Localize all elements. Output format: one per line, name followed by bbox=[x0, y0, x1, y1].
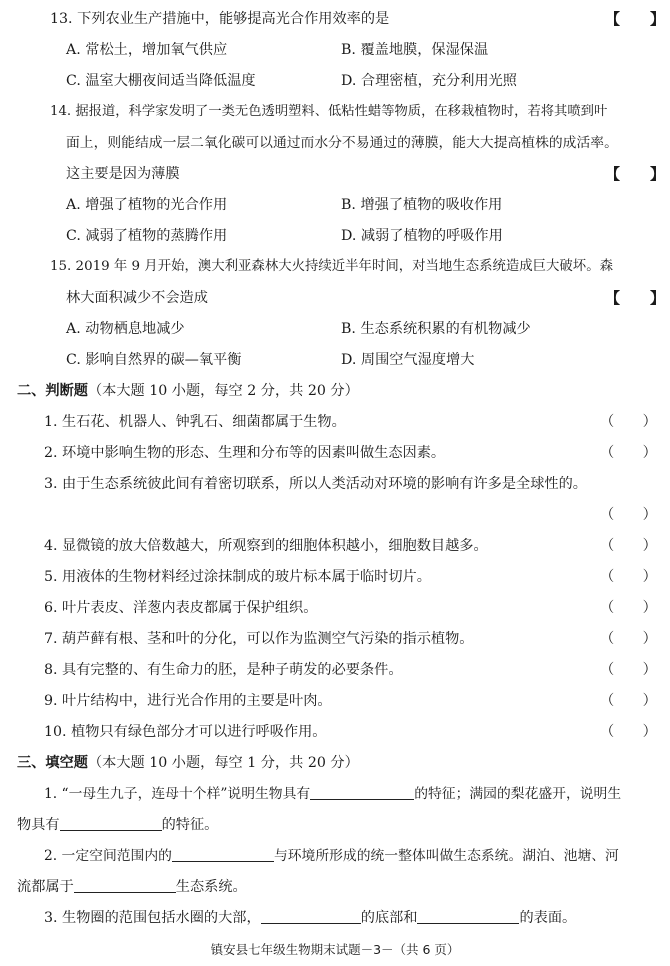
q15-stem-line1: 15. 2019 年 9 月开始，澳大利亚森林大火持续近半年时间，对当地生态系统造成巨大破坏。森 bbox=[50, 259, 613, 274]
fill-section-header bbox=[17, 753, 359, 773]
fill-q1-blank-2[interactable] bbox=[60, 816, 162, 831]
fill-q1-blank-1[interactable] bbox=[310, 785, 414, 800]
q13-option-c: C. 温室大棚夜间适当降低温度 bbox=[66, 73, 256, 89]
q13-option-a: A. 常松土，增加氧气供应 bbox=[66, 42, 228, 58]
q14-stem-line1: 14. 据报道，科学家发明了一类无色透明塑料、低粘性蜡等物质，在移栽植物时，若将其喷到叶 bbox=[50, 104, 608, 119]
fill-q2-blank-1[interactable] bbox=[172, 847, 274, 862]
judge-item-2: 2. 环境中影响生物的形态、生理和分布等的因素叫做生态因素。 bbox=[44, 445, 446, 461]
q13-stem: 13. 下列农业生产措施中，能够提高光合作用效率的是 bbox=[50, 11, 390, 27]
q15-answer-bracket: 【 】 bbox=[605, 289, 666, 307]
judge-item-1-paren: （ ） bbox=[600, 414, 657, 430]
fill-q1-line2 bbox=[17, 815, 218, 835]
q15-option-d: D. 周围空气湿度增大 bbox=[341, 352, 475, 368]
q14-option-d: D. 减弱了植物的呼吸作用 bbox=[341, 228, 503, 244]
fill-q3-text-c: 的表面。 bbox=[519, 910, 577, 926]
fill-q1-text-a: 1. “一母生九子，连母十个样”说明生物具有 bbox=[44, 786, 311, 802]
judge-item-6: 6. 叶片表皮、洋葱内表皮都属于保护组织。 bbox=[44, 600, 318, 616]
judge-item-9: 9. 叶片结构中，进行光合作用的主要是叶肉。 bbox=[44, 693, 332, 709]
judge-item-4: 4. 显微镜的放大倍数越大，所观察到的细胞体积越小，细胞数目越多。 bbox=[44, 538, 488, 554]
judge-item-3-paren: （ ） bbox=[600, 507, 657, 523]
q14-answer-bracket: 【 】 bbox=[605, 165, 666, 183]
judge-section-note: （本大题 10 小题，每空 2 分，共 20 分） bbox=[87, 383, 359, 399]
judge-item-1: 1. 生石花、机器人、钟乳石、细菌都属于生物。 bbox=[44, 414, 346, 430]
fill-q1-text-b: 的特征；满园的梨花盛开，说明生 bbox=[414, 786, 622, 802]
judge-item-3: 3. 由于生态系统彼此间有着密切联系，所以人类活动对环境的影响有许多是全球性的。 bbox=[44, 476, 587, 492]
fill-q1-line1 bbox=[44, 784, 621, 804]
judge-section-title: 二、判断题 bbox=[17, 383, 88, 399]
judge-item-5: 5. 用液体的生物材料经过涂抹制成的玻片标本属于临时切片。 bbox=[44, 569, 431, 585]
judge-item-7: 7. 葫芦藓有根、茎和叶的分化，可以作为监测空气污染的指示植物。 bbox=[44, 631, 474, 647]
fill-q3-blank-2[interactable] bbox=[417, 909, 519, 924]
fill-q2-text-c: 流都属于 bbox=[17, 879, 74, 895]
judge-item-2-paren: （ ） bbox=[600, 445, 657, 461]
judge-item-4-paren: （ ） bbox=[600, 538, 657, 554]
fill-q1-text-d: 的特征。 bbox=[161, 817, 219, 833]
q14-option-c: C. 减弱了植物的蒸腾作用 bbox=[66, 228, 228, 244]
q15-stem-line2: 林大面积减少不会造成 bbox=[66, 290, 208, 306]
judge-item-5-paren: （ ） bbox=[600, 569, 657, 585]
q14-stem-line3: 这主要是因为薄膜 bbox=[66, 166, 180, 182]
q14-option-b: B. 增强了植物的吸收作用 bbox=[341, 197, 503, 213]
fill-q3-blank-1[interactable] bbox=[261, 909, 361, 924]
fill-q2-line2 bbox=[17, 877, 247, 897]
judge-item-9-paren: （ ） bbox=[600, 693, 657, 709]
judge-item-10-paren: （ ） bbox=[600, 724, 657, 740]
q13-answer-bracket: 【 】 bbox=[605, 10, 666, 28]
fill-q3-line1 bbox=[44, 908, 576, 928]
q15-option-b: B. 生态系统积累的有机物减少 bbox=[341, 321, 531, 337]
fill-q1-text-c: 物具有 bbox=[17, 817, 60, 833]
q14-option-a: A. 增强了植物的光合作用 bbox=[66, 197, 228, 213]
fill-section-note: （本大题 10 小题，每空 1 分，共 20 分） bbox=[87, 755, 359, 771]
q14-stem-line2: 面上，则能结成一层二氧化碳可以通过而水分不易通过的薄膜，能大大提高植株的成活率。 bbox=[66, 135, 618, 151]
judge-item-10: 10. 植物只有绿色部分才可以进行呼吸作用。 bbox=[44, 724, 327, 740]
fill-section-title: 三、填空题 bbox=[17, 755, 88, 771]
q15-option-a: A. 动物栖息地减少 bbox=[66, 321, 185, 337]
judge-item-7-paren: （ ） bbox=[600, 631, 657, 647]
fill-q2-line1 bbox=[44, 846, 619, 866]
fill-q2-text-a: 2. 一定空间范围内的 bbox=[44, 848, 172, 864]
page-footer: 镇安县七年级生物期末试题－3－（共 6 页） bbox=[210, 942, 460, 957]
judge-item-8: 8. 具有完整的、有生命力的胚，是种子萌发的必要条件。 bbox=[44, 662, 403, 678]
fill-q3-text-b: 的底部和 bbox=[360, 910, 418, 926]
judge-section-header bbox=[17, 381, 359, 401]
fill-q2-blank-2[interactable] bbox=[74, 878, 176, 893]
fill-q2-text-d: 生态系统。 bbox=[175, 879, 247, 895]
q13-option-d: D. 合理密植，充分利用光照 bbox=[341, 73, 517, 89]
judge-item-8-paren: （ ） bbox=[600, 662, 657, 678]
q13-option-b: B. 覆盖地膜，保湿保温 bbox=[341, 42, 489, 58]
q15-option-c: C. 影响自然界的碳—氧平衡 bbox=[66, 352, 242, 368]
judge-item-6-paren: （ ） bbox=[600, 600, 657, 616]
fill-q3-text-a: 3. 生物圈的范围包括水圈的大部， bbox=[44, 910, 261, 926]
fill-q2-text-b: 与环境所形成的统一整体叫做生态系统。湖泊、池塘、河 bbox=[273, 848, 619, 864]
